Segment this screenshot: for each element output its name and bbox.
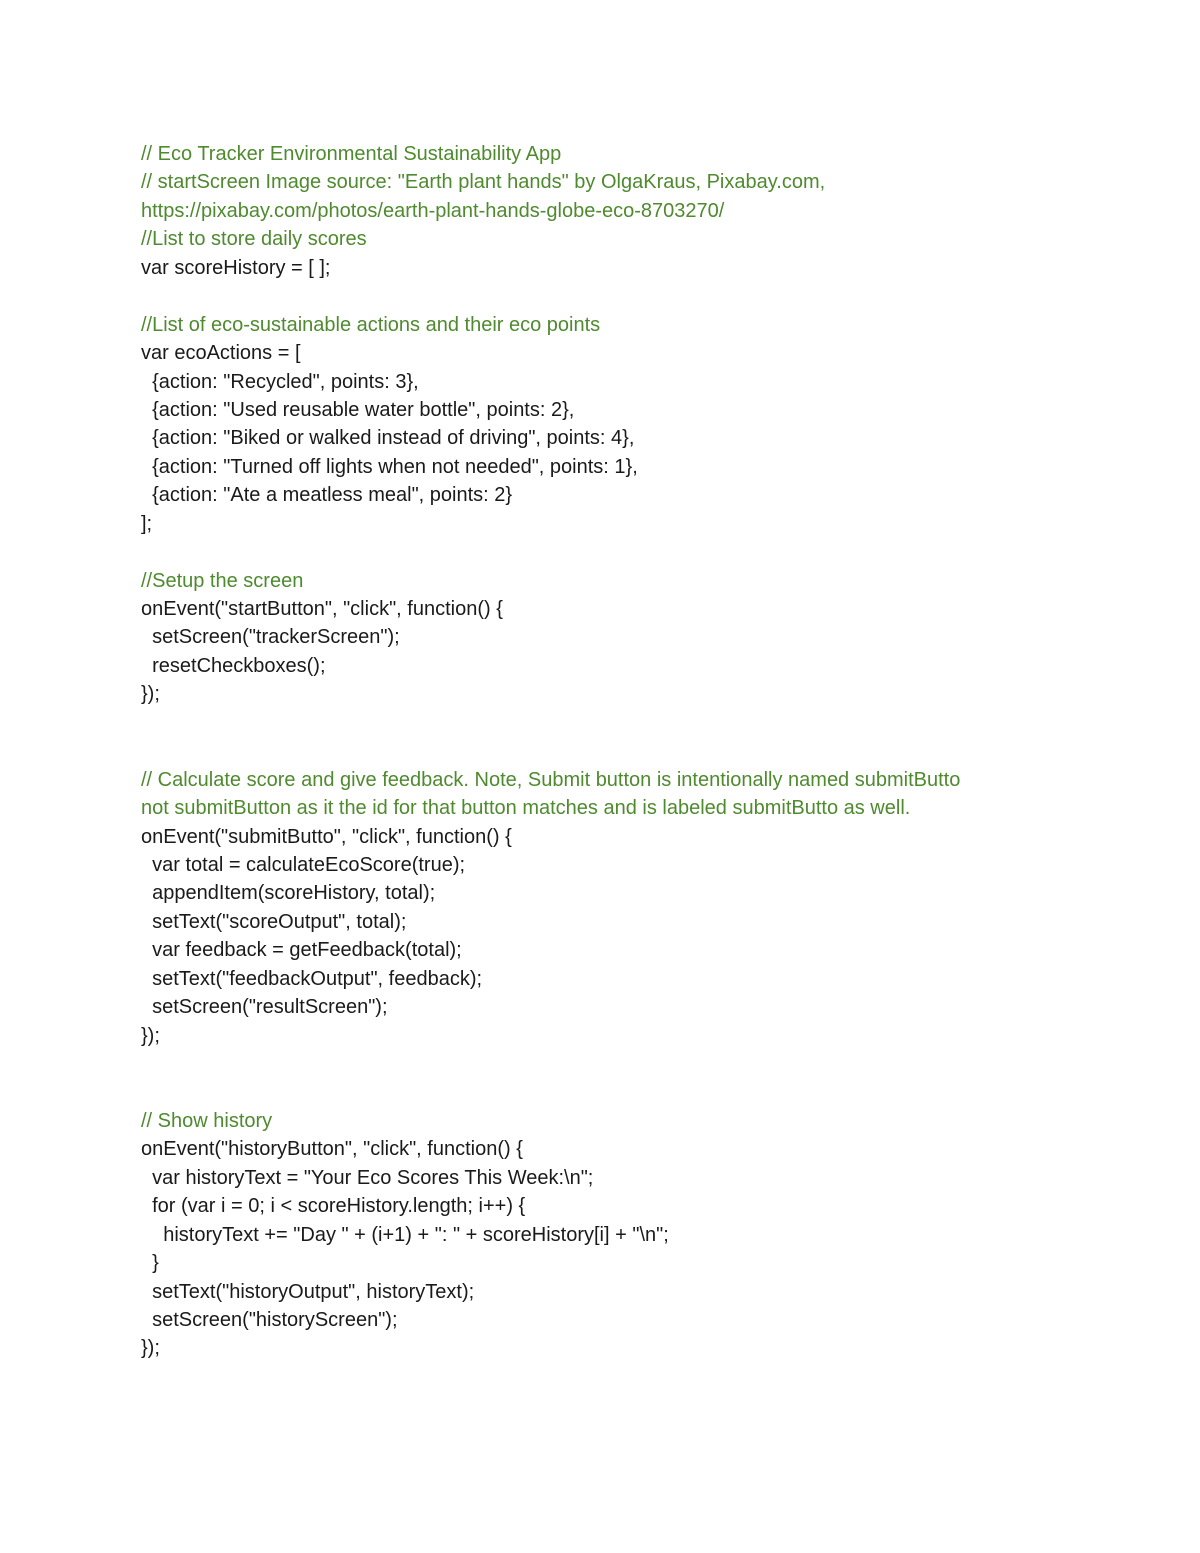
comment-line: //List of eco-sustainable actions and their eco points [141,313,601,336]
code-line: resetCheckboxes(); [141,654,326,677]
comment-line: // Show history [141,1109,273,1132]
code-line: {action: "Biked or walked instead of driving", points: 4}, [141,427,635,450]
code-line: }); [141,1337,160,1360]
code-line: var scoreHistory = [ ]; [141,256,331,279]
code-line: }); [141,683,160,706]
comment-line: //List to store daily scores [141,228,367,251]
code-line: onEvent("historyButton", "click", function() { [141,1138,523,1161]
blank-line [141,1078,1141,1106]
code-line: setScreen("resultScreen"); [141,996,388,1019]
blank-line [141,1050,1141,1078]
code-line: {action: "Used reusable water bottle", points: 2}, [141,398,575,421]
code-line: setScreen("historyScreen"); [141,1308,398,1331]
code-line: {action: "Turned off lights when not needed", points: 1}, [141,455,638,478]
comment-line: https://pixabay.com/photos/earth-plant-hands-globe-eco-8703270/ [141,199,725,222]
code-line: {action: "Ate a meatless meal", points: 2} [141,484,513,507]
comment-line: //Setup the screen [141,569,304,592]
code-line: appendItem(scoreHistory, total); [141,882,436,905]
code-line: setScreen("trackerScreen"); [141,626,400,649]
code-line: var feedback = getFeedback(total); [141,939,462,962]
code-line: } [141,1252,159,1275]
code-line: var historyText = "Your Eco Scores This Week:\n"; [141,1166,594,1189]
code-line: setText("feedbackOutput", feedback); [141,967,483,990]
code-listing [141,140,1141,1363]
code-line: onEvent("submitButto", "click", function() { [141,825,512,848]
code-line: setText("scoreOutput", total); [141,910,407,933]
code-line: setText("historyOutput", historyText); [141,1280,475,1303]
blank-line [141,282,1141,310]
comment-line: // Eco Tracker Environmental Sustainability App [141,143,562,165]
comment-line: not submitButton as it the id for that button matches and is labeled submitButto as well. [141,797,911,820]
code-line: }); [141,1024,160,1047]
code-line: {action: "Recycled", points: 3}, [141,370,419,393]
code-line: onEvent("startButton", "click", function() { [141,598,503,620]
code-line: historyText += "Day " + (i+1) + ": " + scoreHistory[i] + "\n"; [141,1223,669,1246]
blank-line [141,709,1141,737]
code-line: var total = calculateEcoScore(true); [141,853,466,876]
code-line: ]; [141,512,153,535]
blank-line [141,538,1141,566]
code-line: var ecoActions = [ [141,342,301,365]
comment-line: // startScreen Image source: "Earth plant hands" by OlgaKraus, Pixabay.com, [141,171,826,194]
code-line: for (var i = 0; i < scoreHistory.length; i++) { [141,1195,526,1218]
comment-line: // Calculate score and give feedback. Note, Submit button is intentionally named submitButto [141,768,961,791]
blank-line [141,737,1141,765]
